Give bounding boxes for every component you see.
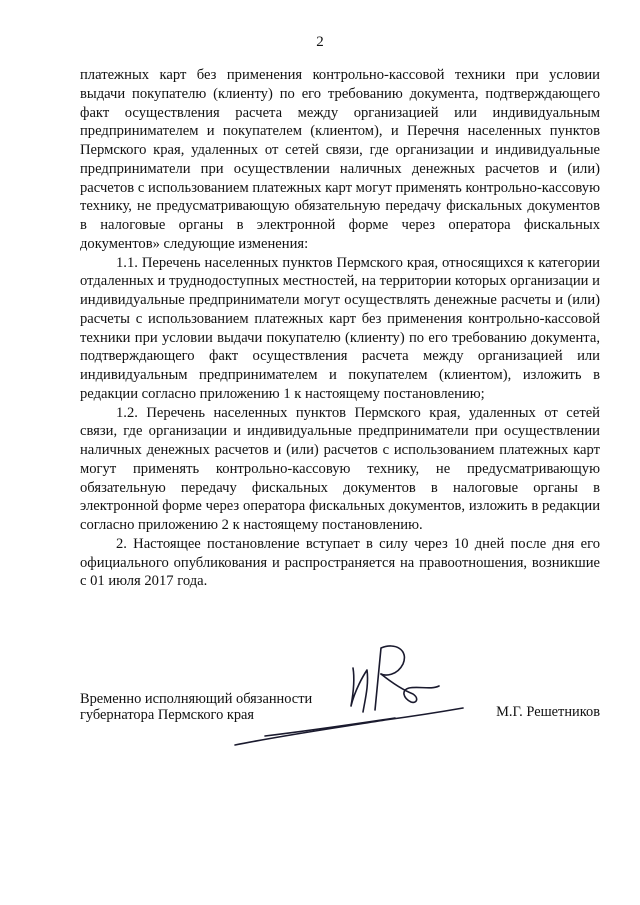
signatory-position-line1: Временно исполняющий обязанности bbox=[80, 691, 313, 707]
signatory-position-line2: губернатора Пермского края bbox=[80, 707, 255, 723]
signatory-name: М.Г. Решетников bbox=[496, 704, 600, 720]
document-body bbox=[80, 66, 600, 591]
paragraph-item-2: 2. Настоящее постановление вступает в силу через 10 дней после дня его официального опубликования и распространяется на правоотношения, возникшие с 01 июля 2017 года. bbox=[80, 535, 600, 590]
paragraph-item-1-1: 1.1. Перечень населенных пунктов Пермского края, относящихся к категории отдаленных и труднодоступных местностей, на территории которых организации и индивидуальные предприниматели могут осуществлять денежные расчеты и (или) расчеты с использованием платежных карт без применения контрольно-кассовой техники при условии выдачи покупателю (клиенту) по его требованию документа, подтверждающего факт осуществления расчета между организацией или индивидуальным предпринимателем и покупателем (клиентом), изложить в редакции согласно приложению 1 к настоящему постановлению; bbox=[80, 254, 600, 402]
paragraph-continuation: платежных карт без применения контрольно-кассовой техники при условии выдачи покупателю (клиенту) по его требованию документа, подтверждающего факт осуществления расчета между организацией или индивидуальным предпринимателем и покупателем (клиентом), и Перечня населенных пунктов Пермского края, удаленных от сетей связи, где организации и индивидуальные предприниматели при осуществлении наличных денежных расчетов и (или) расчетов с использованием платежных карт могут применять контрольно-кассовую технику, не предусматривающую обязательную передачу фискальных документов в налоговые органы в электронной форме через оператора фискальных документов» следующие изменения: bbox=[80, 67, 600, 252]
paragraph-item-1-2: 1.2. Перечень населенных пунктов Пермского края, удаленных от сетей связи, где организации и индивидуальные предприниматели при осуществлении наличных денежных расчетов и (или) расчетов с использованием платежных карт могут применять контрольно-кассовую технику, не предусматривающую обязательную передачу фискальных документов в налоговые органы в электронной форме через оператора фискальных документов, изложить в редакции согласно приложению 2 к настоящему постановлению. bbox=[80, 404, 600, 533]
page-number: 2 bbox=[316, 34, 324, 50]
